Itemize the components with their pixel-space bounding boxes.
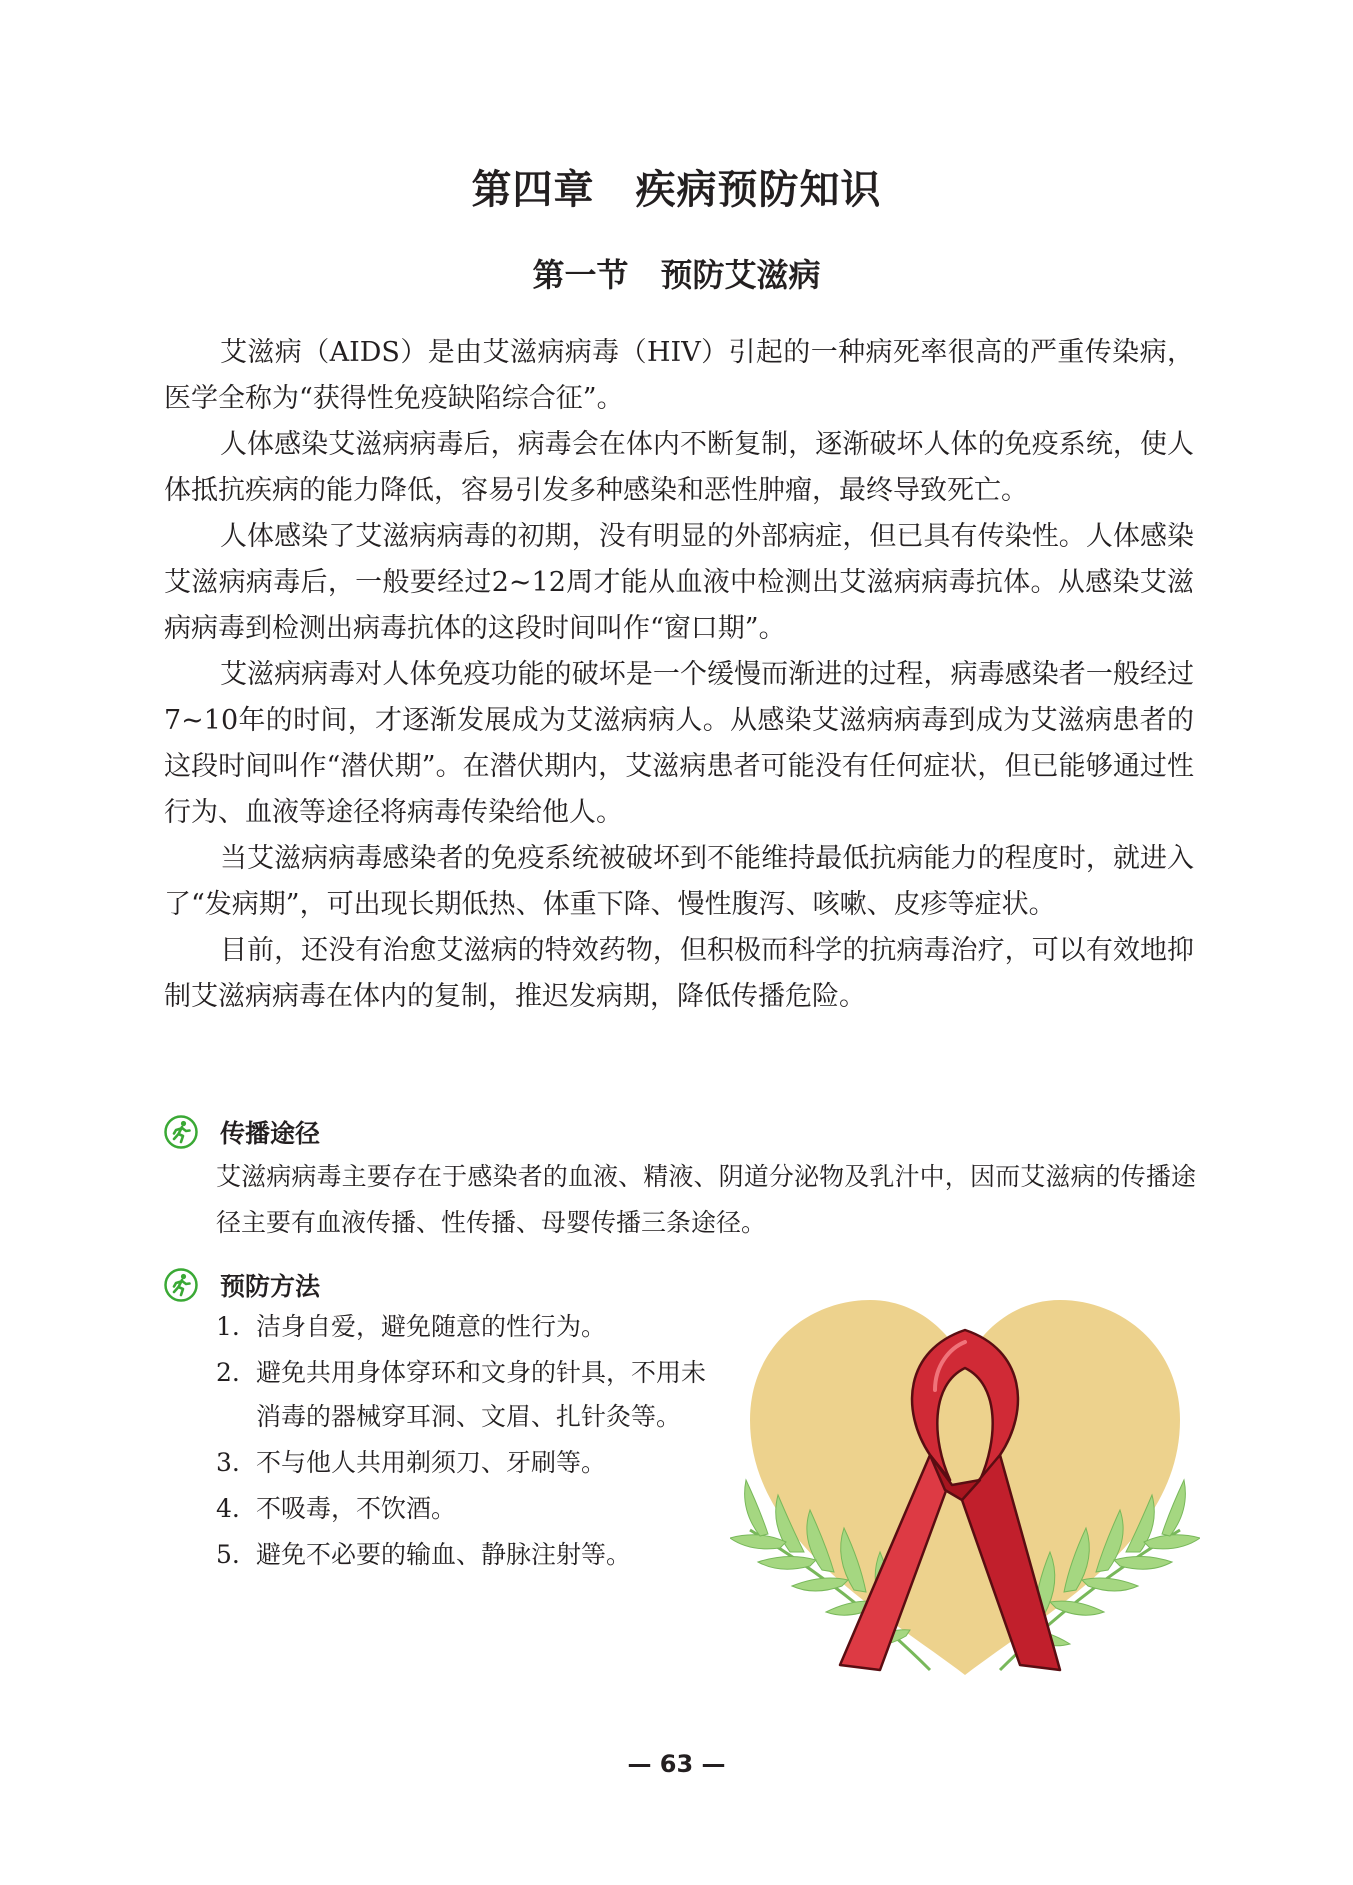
section-title: 第一节 预防艾滋病: [532, 256, 821, 294]
prevention-heading: 预防方法: [220, 1272, 321, 1301]
paragraph: 当艾滋病病毒感染者的免疫系统被破坏到不能维持最低抗病能力的程度时，就进入了“发病期”，可出现长期低热、体重下降、慢性腹泻、咳嗽、皮疹等症状。: [164, 843, 1194, 920]
list-item: [216, 1351, 716, 1439]
paragraph: 目前，还没有治愈艾滋病的特效药物，但积极而科学的抗病毒治疗，可以有效地抑制艾滋病病毒在体内的复制，推迟发病期，降低传播危险。: [164, 935, 1194, 1012]
list-item: [216, 1441, 716, 1485]
body-text: [164, 330, 1194, 1020]
running-person-icon: [164, 1268, 198, 1302]
prevention-list: [216, 1305, 716, 1579]
list-number: 3.: [216, 1448, 240, 1477]
transmission-text: 艾滋病病毒主要存在于感染者的血液、精液、阴道分泌物及乳汁中，因而艾滋病的传播途径主要有血液传播、性传播、母婴传播三条途径。: [216, 1162, 1196, 1237]
list-number: 2.: [216, 1358, 240, 1387]
list-item: [216, 1487, 716, 1531]
list-number: 1.: [216, 1312, 240, 1341]
list-text: 不吸毒，不饮酒。: [256, 1494, 457, 1523]
prevention-subhead: [164, 1268, 320, 1302]
red-ribbon-heart-illustration: [730, 1290, 1200, 1690]
list-number: 4.: [216, 1494, 240, 1523]
list-text: 避免不必要的输血、静脉注射等。: [256, 1540, 632, 1569]
list-text: 避免共用身体穿环和文身的针具，不用未消毒的器械穿耳洞、文眉、扎针灸等。: [256, 1358, 707, 1431]
list-text: 洁身自爱，避免随意的性行为。: [256, 1312, 607, 1341]
running-person-icon: [164, 1115, 198, 1149]
paragraph: 人体感染艾滋病病毒后，病毒会在体内不断复制，逐渐破坏人体的免疫系统，使人体抵抗疾病的能力降低，容易引发多种感染和恶性肿瘤，最终导致死亡。: [164, 429, 1194, 506]
paragraph: 艾滋病病毒对人体免疫功能的破坏是一个缓慢而渐进的过程，病毒感染者一般经过7~10年的时间，才逐渐发展成为艾滋病病人。从感染艾滋病病毒到成为艾滋病患者的这段时间叫作“潜伏期”。在潜伏期内，艾滋病患者可能没有任何症状，但已能够通过性行为、血液等途径将病毒传染给他人。: [164, 659, 1194, 828]
transmission-heading: 传播途径: [220, 1119, 321, 1148]
list-text: 不与他人共用剃须刀、牙刷等。: [256, 1448, 607, 1477]
chapter-title: 第四章 疾病预防知识: [471, 167, 882, 213]
page-number: — 63 —: [627, 1750, 726, 1778]
paragraph: 人体感染了艾滋病病毒的初期，没有明显的外部病症，但已具有传染性。人体感染艾滋病病毒后，一般要经过2~12周才能从血液中检测出艾滋病病毒抗体。从感染艾滋病病毒到检测出病毒抗体的这段时间叫作“窗口期”。: [164, 521, 1194, 644]
list-number: 5.: [216, 1540, 240, 1569]
list-item: [216, 1533, 716, 1577]
list-item: [216, 1305, 716, 1349]
transmission-subhead: [164, 1115, 320, 1149]
paragraph: 艾滋病（AIDS）是由艾滋病病毒（HIV）引起的一种病死率很高的严重传染病，医学全称为“获得性免疫缺陷综合征”。: [164, 337, 1194, 414]
